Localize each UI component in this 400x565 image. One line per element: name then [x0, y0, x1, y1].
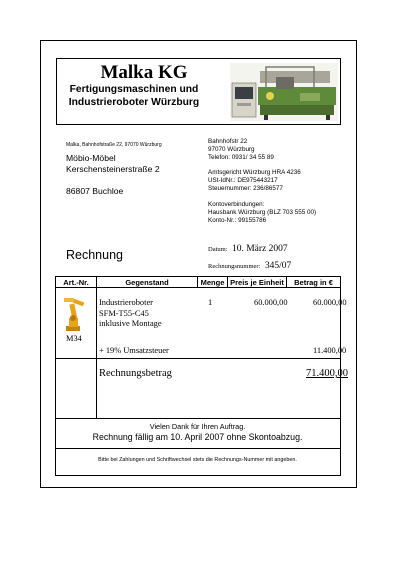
total-amount: 71.400,00 [306, 368, 348, 379]
column-header: Preis je Einheit [228, 277, 287, 288]
company-name: Malka KG [100, 62, 188, 83]
description-line: inklusive Montage [99, 319, 162, 328]
contact-line: Bahnhofstr 22 [208, 138, 248, 145]
recipient-street: Kerschensteinerstraße 2 [66, 164, 160, 174]
article-number: M34 [66, 334, 82, 343]
column-header: Art.-Nr. [56, 277, 97, 288]
invoice-number-value: 345/07 [264, 261, 292, 271]
bank-line: Hausbank Würzburg (BLZ 703 555 00) [208, 208, 317, 216]
company-tagline: Fertigungsmaschinen und Industrieroboter Würzburg [68, 84, 200, 108]
company-address-block [208, 138, 274, 161]
table-header-row [56, 277, 341, 288]
column-header: Betrag in € [287, 277, 341, 288]
column-divider [96, 288, 97, 418]
recipient-city: 86807 Buchloe [66, 186, 124, 196]
footer-divider [55, 448, 340, 449]
item-unit-price: 60.000,00 [254, 298, 288, 307]
payment-note: Bitte bei Zahlungen und Schriftwechsel stets die Rechnungs-Nummer mit angeben. [98, 457, 297, 463]
thanks-text: Vielen Dank für Ihren Auftrag. [149, 422, 246, 431]
sender-line: Malka, Bahnhofstraße 22, 97070 Würzburg [66, 142, 162, 148]
legal-line: Steuernummer: 236/86577 [208, 184, 283, 192]
industrial-robot-icon [61, 296, 87, 332]
contact-line: 97070 Würzburg [208, 145, 255, 153]
date-label: Datum: [208, 246, 228, 253]
invoice-number-label: Rechnungsnummer: [208, 263, 261, 270]
vat-amount: 11.400,00 [313, 346, 347, 355]
legal-line: Amtsgericht Würzburg HRA 4236 [208, 169, 301, 176]
due-date-text: Rechnung fällig am 10. April 2007 ohne Skontoabzug. [92, 432, 303, 442]
item-quantity: 1 [208, 298, 213, 307]
vat-label: + 19% Umsatzsteuer [99, 346, 169, 355]
letterhead [56, 58, 341, 125]
recipient-name: Möbio-Möbel [66, 153, 116, 163]
total-label: Rechnungsbetrag [99, 368, 172, 379]
bank-info-block [208, 201, 316, 224]
date-row [208, 238, 288, 256]
items-table [55, 276, 341, 288]
bank-line: Konto-Nr.: 99155786 [208, 216, 267, 224]
invoice-number-row [208, 255, 291, 273]
document-title: Rechnung [66, 248, 123, 262]
date-value: 10. März 2007 [231, 244, 288, 254]
contact-line: Telefon: 0931/ 34 55 89 [208, 153, 274, 161]
item-amount: 60.000,00 [313, 298, 347, 307]
row-divider [55, 358, 340, 359]
column-header: Gegenstand [97, 277, 198, 288]
legal-info-block [208, 169, 301, 192]
item-description [99, 298, 162, 330]
bank-line: Kontoverbindungen: [208, 201, 265, 208]
description-line: Industrieroboter [99, 298, 153, 307]
column-header: Menge [198, 277, 228, 288]
items-table-body [55, 288, 341, 419]
legal-line: USt-IdNr.: DE975443217 [208, 176, 278, 184]
description-line: SFM-T55-C45 [99, 308, 149, 318]
machine-photo-icon [230, 63, 338, 121]
